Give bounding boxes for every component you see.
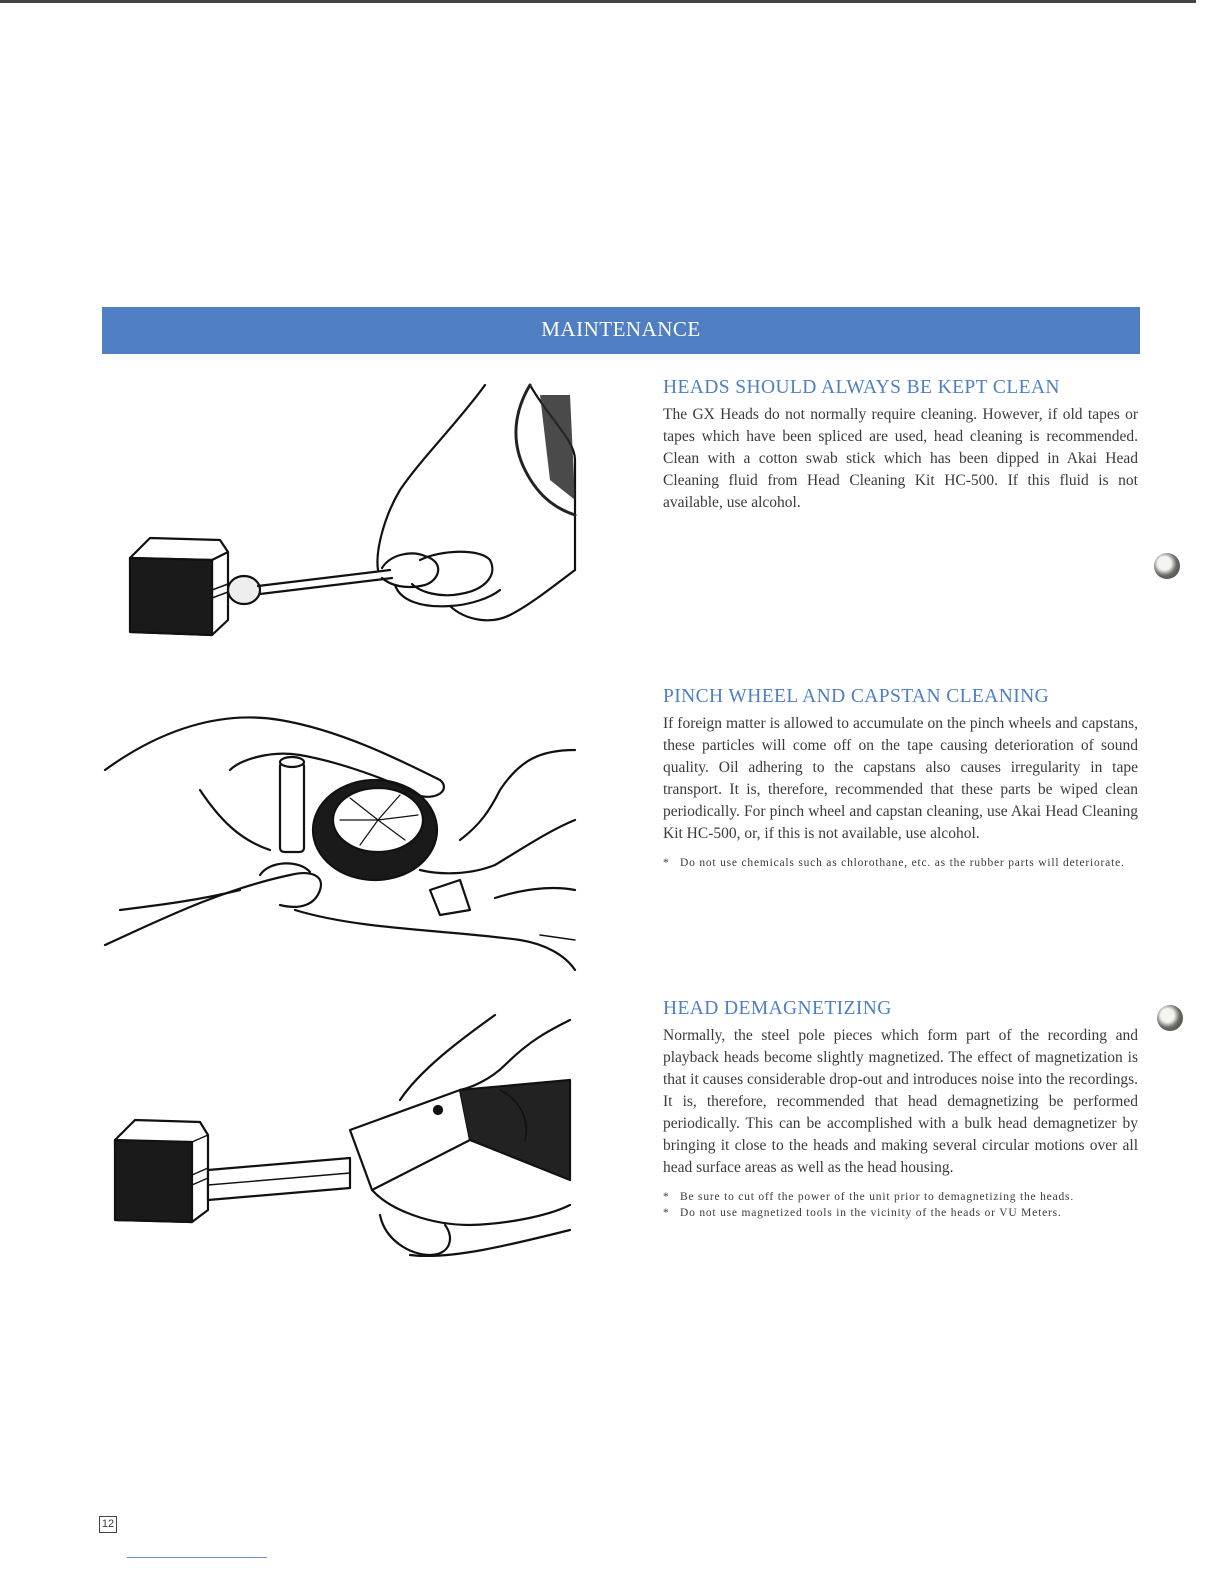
page-number: 12: [99, 1516, 117, 1533]
punch-hole-mark: [1154, 553, 1180, 579]
section-heading: HEAD DEMAGNETIZING: [663, 998, 892, 1019]
pinch-wheel-cleaning-illustration: [100, 700, 580, 980]
punch-hole-mark: [1157, 1005, 1183, 1031]
pinch-wheel-section: [663, 685, 1138, 871]
head-demagnetizing-illustration: [110, 1010, 580, 1280]
section-body: If foreign matter is allowed to accumulate on the pinch wheels and capstans, these particles will come off on the tape causing deterioration of sound quality. Oil adhering to the capstans also causes irregularity in tape transport. It is, therefore, recommended that these parts be wiped clean periodically. For pinch wheel and capstan cleaning, use Akai Head Cleaning Kit HC-500, or, if this is not available, use alcohol.: [663, 715, 1138, 842]
notes-list: [663, 855, 1138, 871]
heads-clean-section: [663, 376, 1138, 514]
section-heading: HEADS SHOULD ALWAYS BE KEPT CLEAN: [663, 377, 1060, 398]
top-rule: [0, 0, 1196, 3]
notes-list: [663, 1189, 1138, 1221]
banner-title: MAINTENANCE: [541, 317, 701, 341]
bottom-rule: [127, 1557, 267, 1558]
head-demagnetizing-section: [663, 997, 1138, 1221]
section-body: Normally, the steel pole pieces which form part of the recording and playback heads become slightly magnetized. The effect of magnetization is that it causes considerable drop-out and introduces noise into the recordings. It is, therefore, recommended that head demagnetizing be performed periodically. This can be accomplished with a bulk head demagnetizer by bringing it close to the heads and making several circular motions over all head surface areas as well as the head housing.: [663, 1027, 1138, 1176]
note-item: * Be sure to cut off the power of the unit prior to demagnetizing the heads.: [663, 1189, 1138, 1205]
note-item: * Do not use chemicals such as chlorothane, etc. as the rubber parts will deteriorate.: [663, 855, 1138, 871]
section-body: The GX Heads do not normally require cleaning. However, if old tapes or tapes which have been spliced are used, head cleaning is recommended. Clean with a cotton swab stick which has been dipped in Akai Head Cleaning fluid from Head Cleaning Kit HC-500. If this fluid is not available, use alcohol.: [663, 406, 1138, 511]
section-heading: PINCH WHEEL AND CAPSTAN CLEANING: [663, 686, 1050, 707]
section-banner: [102, 307, 1140, 354]
head-cleaning-swab-illustration: [120, 380, 580, 640]
note-item: * Do not use magnetized tools in the vicinity of the heads or VU Meters.: [663, 1205, 1138, 1221]
